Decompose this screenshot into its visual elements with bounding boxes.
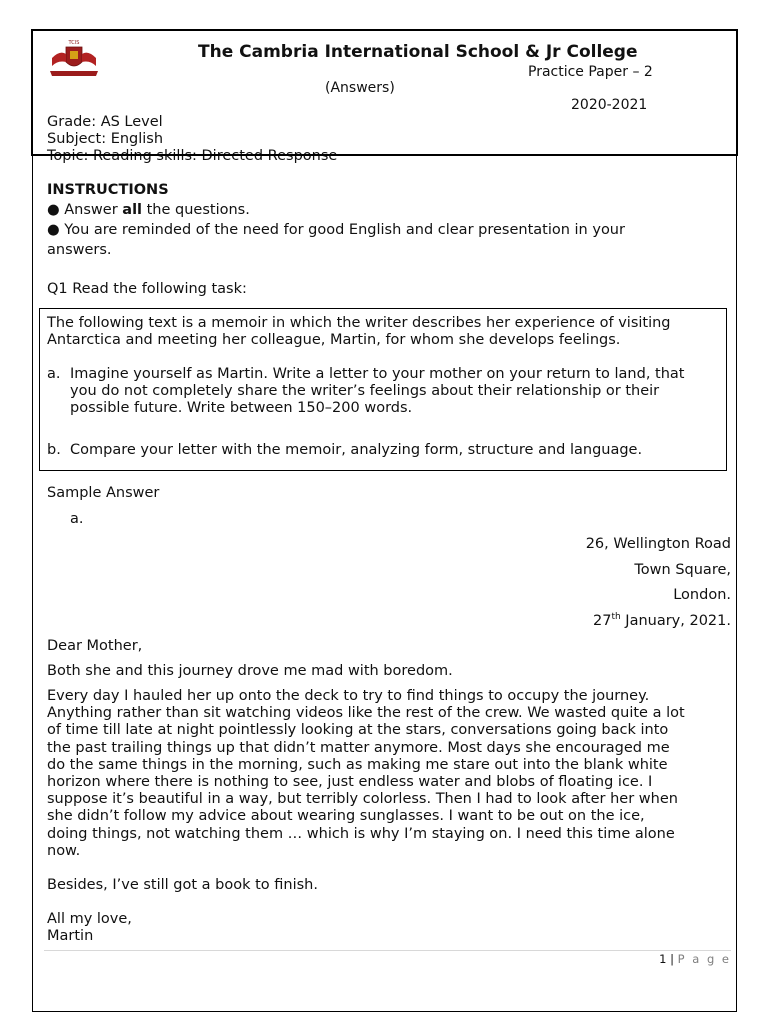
task-intro-line1: The following text is a memoir in which the writer describes her experience of visiting (47, 315, 671, 331)
instruction-2-line2: answers. (47, 242, 112, 258)
task-b-marker: b. (47, 442, 61, 458)
school-name: The Cambria International School & Jr College (198, 42, 638, 62)
sample-answer-heading: Sample Answer (47, 485, 160, 501)
grade-line: Grade: AS Level (47, 114, 163, 130)
header-box (31, 29, 738, 156)
letter-date: 27th January, 2021. (593, 612, 731, 629)
academic-year: 2020-2021 (571, 97, 648, 113)
footer-divider (44, 950, 731, 951)
paper-name: Practice Paper – 2 (528, 64, 653, 80)
letter-closing: All my love, (47, 911, 132, 927)
subject-line: Subject: English (47, 131, 164, 147)
instruction-1: ● Answer all the questions. (47, 202, 250, 218)
letter-paragraph-3: Besides, I’ve still got a book to finish. (47, 877, 318, 893)
task-intro-line2: Antarctica and meeting her colleague, Martin, for whom she develops feelings. (47, 332, 621, 348)
instruction-2-line1: ● You are reminded of the need for good English and clear presentation in your (47, 222, 625, 238)
address-line1: 26, Wellington Road (585, 536, 731, 552)
letter-paragraph-1: Both she and this journey drove me mad with boredom. (47, 663, 453, 679)
letter-signature: Martin (47, 928, 94, 944)
task-b-line1: Compare your letter with the memoir, analyzing form, structure and language. (70, 442, 643, 458)
instructions-heading: INSTRUCTIONS (47, 182, 169, 198)
sample-part-label: a. (70, 511, 84, 527)
page-border (32, 31, 737, 1012)
logo-text: TCIS (68, 40, 80, 46)
page-footer: 1 | P a g e (659, 952, 731, 966)
task-a-marker: a. (47, 366, 61, 382)
topic-line: Topic: Reading skills: Directed Response (47, 148, 338, 164)
letter-paragraph-2: Every day I hauled her up onto the deck to try to find things to occupy the journey. Anything rather than sit watching videos like the rest of the crew. We wasted quite a lot of time till late at night pointlessly looking at the stars, conversations going back into the past trailing things up that didn’t matter anymore. Most days she encouraged me do the same things in the morning, such as making me stare out into the blank white horizon where there is nothing to see, just endless water and blobs of floating ice. I suppose it’s beautiful in a way, but terribly colorless. Then I had to look after her when she didn’t follow my advice about wearing sunglasses. I want to be out on the ice, doing things, not watching them … which is why I’m staying on. I need this time alone now. (47, 688, 685, 859)
address-line2: Town Square, (634, 562, 731, 578)
answers-label: (Answers) (325, 80, 395, 96)
letter-salutation: Dear Mother, (47, 638, 143, 654)
address-line3: London. (673, 587, 731, 603)
task-a-line3: possible future. Write between 150–200 words. (70, 400, 413, 416)
question-prompt: Q1 Read the following task: (47, 281, 247, 297)
task-a-line1: Imagine yourself as Martin. Write a letter to your mother on your return to land, that (70, 366, 685, 382)
task-a-line2: you do not completely share the writer’s feelings about their relationship or their (70, 383, 660, 399)
